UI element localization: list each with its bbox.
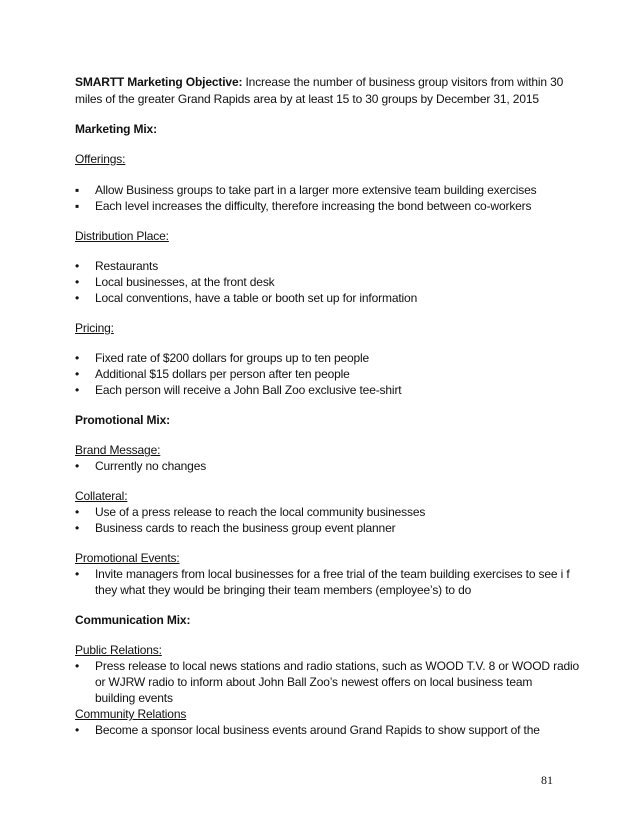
bullet-icon: • (75, 383, 80, 397)
offerings-label: Offerings: (75, 152, 126, 166)
bullet-icon: • (75, 259, 80, 273)
collateral-label: Collateral: (75, 489, 128, 503)
list-item: • Become a sponsor local business events around Grand Rapids to show support of the (75, 723, 540, 737)
list-item-continuation: or WJRW radio to inform about John Ball Zoo’s newest offers on local business team (95, 675, 533, 689)
bullet-icon: • (75, 505, 80, 519)
bullet-icon: • (75, 275, 80, 289)
list-item: • Local businesses, at the front desk (75, 275, 275, 289)
public-relations-label: Public Relations: (75, 643, 162, 657)
list-item-continuation: building events (95, 691, 173, 705)
community-relations-label: Community Relations (75, 707, 187, 721)
distribution-label: Distribution Place: (75, 229, 169, 243)
objective-label: SMARTT Marketing Objective: (75, 75, 243, 89)
bullet-icon: • (75, 567, 80, 581)
list-item: • Restaurants (75, 259, 159, 273)
bullet-icon: • (75, 367, 80, 381)
list-item: • Additional $15 dollars per person after ten people (75, 367, 350, 381)
pricing-label: Pricing: (75, 321, 114, 335)
communication-mix-heading: Communication Mix: (75, 613, 191, 627)
square-bullet-icon: ▪ (75, 183, 80, 197)
bullet-icon: • (75, 459, 80, 473)
promotional-events-label: Promotional Events: (75, 551, 180, 565)
list-item: • Invite managers from local businesses for a free trial of the team building exercises to see i f (75, 567, 570, 581)
list-item: • Currently no changes (75, 459, 207, 473)
objective-line-2: miles of the greater Grand Rapids area by at least 15 to 30 groups by December 31, 2015 (75, 92, 539, 106)
list-item-continuation: they what they would be bringing their team members (employee’s) to do (95, 583, 472, 597)
list-item: • Business cards to reach the business group event planner (75, 521, 396, 535)
list-item: • Local conventions, have a table or booth set up for information (75, 291, 418, 305)
list-item: ▪ Each level increases the difficulty, therefore increasing the bond between co-workers (75, 199, 532, 213)
list-item: • Each person will receive a John Ball Zoo exclusive tee-shirt (75, 383, 402, 397)
brand-message-label: Brand Message: (75, 443, 161, 457)
marketing-mix-heading: Marketing Mix: (75, 122, 157, 136)
objective-text-1: Increase the number of business group visitors from within 30 (245, 75, 564, 89)
bullet-icon: • (75, 659, 80, 673)
list-item: • Fixed rate of $200 dollars for groups up to ten people (75, 351, 370, 365)
bullet-icon: • (75, 291, 80, 305)
list-item: ▪ Allow Business groups to take part in a larger more extensive team building exercises (75, 183, 537, 197)
objective-line-1 (75, 75, 563, 90)
list-item: • Press release to local news stations and radio stations, such as WOOD T.V. 8 or WOOD radio (75, 659, 580, 673)
page-number: 81 (541, 773, 553, 787)
list-item: • Use of a press release to reach the local community businesses (75, 505, 426, 519)
bullet-icon: • (75, 351, 80, 365)
bullet-icon: • (75, 521, 80, 535)
promotional-mix-heading: Promotional Mix: (75, 413, 170, 427)
bullet-icon: • (75, 723, 80, 737)
square-bullet-icon: ▪ (75, 199, 80, 213)
